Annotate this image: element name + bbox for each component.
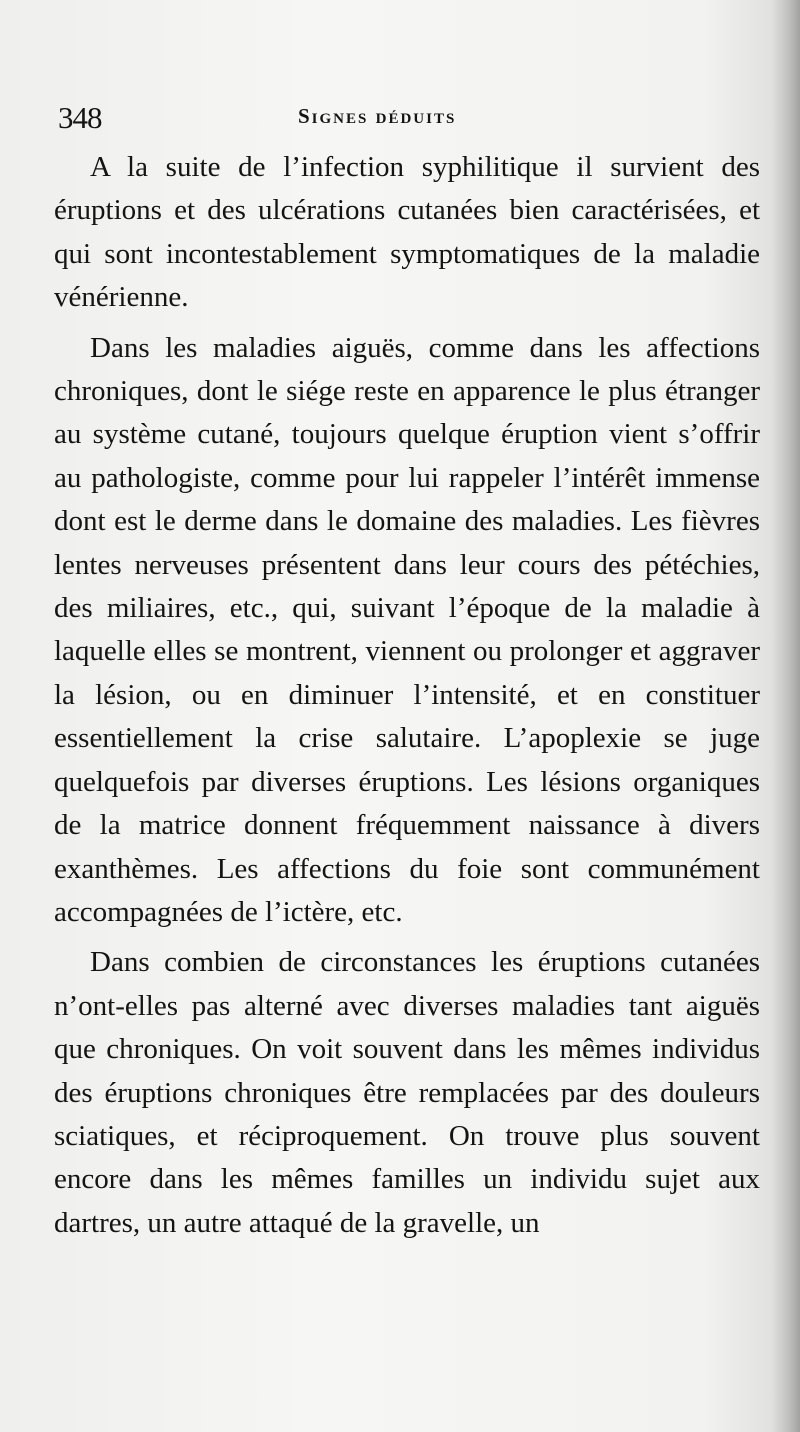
running-title: Signes déduits	[298, 104, 457, 128]
page-header	[58, 100, 748, 140]
page-number: 348	[58, 100, 102, 135]
paragraph-alternation: Dans combien de circonstances les éruptions cutanées n’ont-elles pas alterné avec diverses maladies tant aiguës que chroniques. On voit souvent dans les mêmes individus des éruptions chroniques être remplacées par des douleurs sciatiques, et réciproquement. On trouve plus souvent encore dans les mêmes familles un individu sujet aux dartres, un autre attaqué de la gravelle, un	[54, 946, 760, 1239]
paragraph-syphilis: A la suite de l’infection syphilitique il survient des éruptions et des ulcérations cutanées bien caractérisées, et qui sont incontestablement symptomatiques de la maladie vénérienne.	[54, 151, 760, 314]
binding-shadow	[772, 0, 800, 1432]
body-text	[54, 146, 760, 1245]
paragraph-acute-diseases: Dans les maladies aiguës, comme dans les affections chroniques, dont le siége reste en apparence le plus étranger au système cutané, toujours quelque éruption vient s’offrir au pathologiste, comme pour lui rappeler l’intérêt immense dont est le derme dans le domaine des maladies. Les fièvres lentes nerveuses présentent dans leur cours des pétéchies, des miliaires, etc., qui, suivant l’époque de la maladie à laquelle elles se montrent, viennent ou prolonger et aggraver la lésion, ou en diminuer l’intensité, et en constituer essentiellement la crise salutaire. L’apoplexie se juge quelquefois par diverses éruptions. Les lésions organiques de la matrice donnent fréquemment naissance à divers exanthèmes. Les affections du foie sont communément accompagnées de l’ictère, etc.	[54, 331, 760, 928]
